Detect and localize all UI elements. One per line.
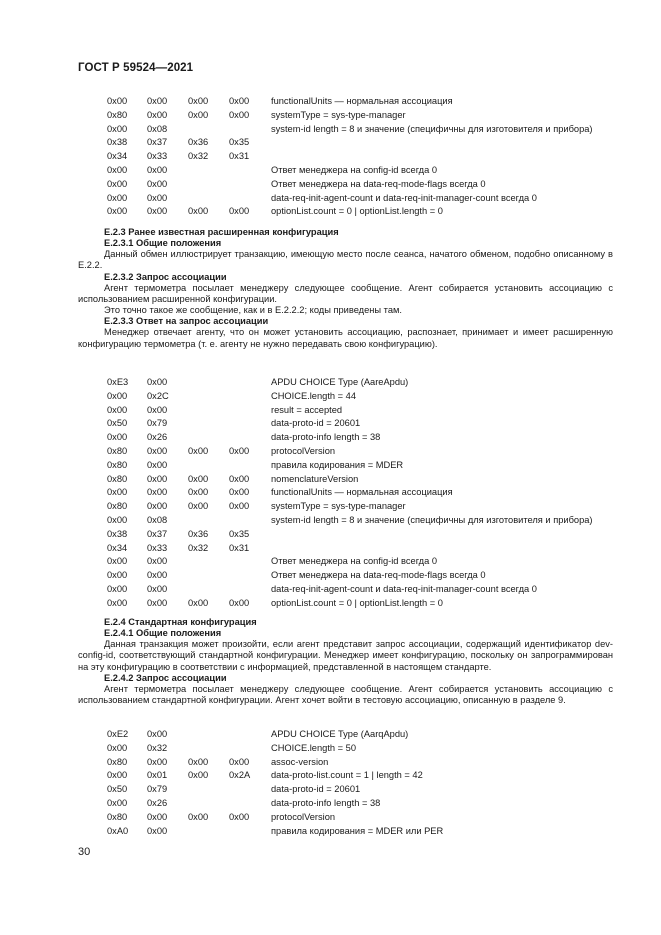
hex-byte: 0x00	[229, 96, 250, 106]
hex-byte: 0x00	[147, 729, 168, 739]
hex-byte: 0x00	[147, 164, 168, 175]
hex-byte: 0x00	[107, 178, 128, 189]
hex-byte: 0x26	[147, 432, 168, 443]
section-e23	[78, 227, 613, 350]
section-e231-text: Данный обмен иллюстрирует транзакцию, имеющую место после сеанса, начатого обменом, подобно описанному в Е.2.2.	[78, 249, 613, 271]
hex-byte: 0x00	[147, 756, 168, 767]
hex-byte: 0xE3	[107, 377, 129, 387]
section-e241-text: Данная транзакция может произойти, если агент представит запрос ассоциации, содержащий идентификатор dev-config-id, соответствующий стандартной конфигурации. Менеджер имеет конфигурацию, поскольку он запрограммирован на эту конфигурацию в соответствии с информацией, представленной в настоящем стандарте.	[78, 639, 613, 672]
hex-byte: 0x37	[147, 137, 168, 148]
field-description: data-proto-info length = 38	[271, 797, 381, 808]
hex-byte: 0x00	[188, 811, 209, 822]
document-header: ГОСТ Р 59524—2021	[78, 62, 194, 74]
table-row	[0, 418, 661, 432]
table-row	[0, 487, 661, 501]
table-row	[0, 515, 661, 529]
hex-byte: 0x00	[188, 770, 209, 781]
table-row	[0, 798, 661, 812]
field-description: Ответ менеджера на data-req-mode-flags всегда 0	[271, 570, 486, 581]
hex-byte: 0x00	[188, 206, 209, 217]
hex-byte: 0x00	[147, 404, 168, 415]
table-row	[0, 391, 661, 405]
table-row	[0, 446, 661, 460]
field-description: functionalUnits — нормальная ассоциация	[271, 487, 453, 498]
hex-byte: 0x00	[107, 432, 128, 443]
hex-byte: 0x32	[188, 542, 209, 553]
field-description: system-id length = 8 и значение (специфичны для изготовителя и прибора)	[271, 123, 593, 134]
hex-byte: 0x2A	[229, 770, 251, 781]
table-row	[0, 165, 661, 179]
hex-byte: 0x01	[147, 770, 168, 781]
hex-byte: 0x00	[147, 206, 168, 217]
hex-byte: 0x00	[107, 514, 128, 525]
hex-byte: 0x00	[188, 473, 209, 484]
table-row	[0, 770, 661, 784]
table-row	[0, 137, 661, 151]
hex-byte: 0x00	[229, 487, 250, 498]
field-description: Ответ менеджера на config-id всегда 0	[271, 556, 438, 567]
section-e242-text: Агент термометра посылает менеджеру следующее сообщение. Агент собирается установить ассоциацию с использованием стандартной конфигурации. Агент хочет войти в тестовую ассоциацию, описанную в разделе 9.	[78, 683, 613, 706]
hex-byte: 0x08	[147, 514, 168, 525]
hex-byte: 0x80	[107, 473, 128, 484]
hex-byte: 0x80	[107, 109, 128, 120]
hex-byte: 0x08	[147, 123, 168, 134]
table-row	[0, 124, 661, 138]
table-row	[0, 501, 661, 515]
field-description: правила кодирования = MDER	[271, 459, 404, 470]
hex-byte: 0x2C	[147, 390, 169, 401]
table-row	[0, 826, 661, 840]
hex-byte: 0x00	[107, 192, 128, 203]
field-description: systemType = sys-type-manager	[271, 501, 406, 512]
section-e241-title: Е.2.4.1 Общие положения	[104, 628, 222, 639]
hex-byte: 0x37	[147, 528, 168, 539]
field-description: nomenclatureVersion	[271, 473, 359, 484]
field-description: data-req-init-agent-count и data-req-init-manager-count всегда 0	[271, 583, 537, 594]
hex-byte: 0x00	[107, 597, 128, 608]
table-row	[0, 377, 661, 391]
section-e23-title: Е.2.3 Ранее известная расширенная конфигурация	[104, 227, 339, 237]
table-row	[0, 96, 661, 110]
hex-byte: 0x00	[147, 811, 168, 822]
table-row	[0, 812, 661, 826]
section-e232-text-2: Это точно такое же сообщение, как и в Е.2.2.2; коды приведены там.	[104, 305, 402, 316]
field-description: data-proto-list.count = 1 | length = 42	[271, 770, 423, 781]
field-description: Ответ менеджера на config-id всегда 0	[271, 164, 438, 175]
table-row	[0, 405, 661, 419]
hex-byte: 0x31	[229, 151, 250, 162]
field-description: optionList.count = 0 | optionList.length = 0	[271, 206, 443, 217]
section-e232-text-1: Агент термометра посылает менеджеру следующее сообщение. Агент собирается установить ассоциацию с использованием расширенной конфигурации.	[78, 282, 613, 304]
hex-table-3	[0, 729, 661, 839]
hex-byte: 0x50	[107, 784, 128, 795]
hex-byte: 0x79	[147, 784, 168, 795]
field-description: APDU CHOICE Type (AarqApdu)	[271, 729, 409, 739]
hex-byte: 0x00	[147, 597, 168, 608]
hex-byte: 0x00	[147, 583, 168, 594]
hex-byte: 0x00	[188, 487, 209, 498]
hex-byte: 0x00	[107, 556, 128, 567]
hex-byte: 0x80	[107, 459, 128, 470]
hex-byte: 0x00	[147, 96, 168, 106]
hex-byte: 0x26	[147, 797, 168, 808]
section-e231-title: Е.2.3.1 Общие положения	[104, 238, 222, 249]
hex-byte: 0x00	[229, 501, 250, 512]
hex-byte: 0x80	[107, 811, 128, 822]
table-row	[0, 193, 661, 207]
section-e242-title: Е.2.4.2 Запрос ассоциации	[104, 672, 227, 683]
hex-byte: 0x00	[107, 570, 128, 581]
hex-byte: 0x00	[147, 501, 168, 512]
field-description: optionList.count = 0 | optionList.length = 0	[271, 597, 443, 608]
table-row	[0, 151, 661, 165]
page-number: 30	[78, 846, 91, 858]
field-description: CHOICE.length = 50	[271, 742, 357, 753]
field-description: protocolVersion	[271, 445, 336, 456]
field-description: правила кодирования = MDER или PER	[271, 825, 444, 836]
field-description: result = accepted	[271, 404, 343, 415]
hex-byte: 0x00	[229, 811, 250, 822]
hex-byte: 0x00	[147, 178, 168, 189]
field-description: functionalUnits — нормальная ассоциация	[271, 96, 453, 106]
table-row	[0, 556, 661, 570]
hex-byte: 0x00	[147, 445, 168, 456]
hex-byte: 0x32	[188, 151, 209, 162]
hex-byte: 0x00	[229, 445, 250, 456]
field-description: data-proto-id = 20601	[271, 418, 361, 429]
hex-byte: 0x80	[107, 445, 128, 456]
section-e233-title: Е.2.3.3 Ответ на запрос ассоциации	[104, 316, 269, 327]
table-row	[0, 757, 661, 771]
hex-byte: 0x00	[107, 583, 128, 594]
table-row	[0, 584, 661, 598]
hex-byte: 0x00	[147, 109, 168, 120]
hex-byte: 0x00	[107, 742, 128, 753]
field-description: system-id length = 8 и значение (специфичны для изготовителя и прибора)	[271, 514, 593, 525]
hex-byte: 0x00	[188, 445, 209, 456]
hex-byte: 0x00	[147, 459, 168, 470]
hex-byte: 0x34	[107, 542, 128, 553]
hex-byte: 0x00	[188, 96, 209, 106]
hex-byte: 0x00	[107, 96, 128, 106]
hex-byte: 0x50	[107, 418, 128, 429]
table-row	[0, 784, 661, 798]
hex-byte: 0x00	[188, 597, 209, 608]
hex-byte: 0x80	[107, 756, 128, 767]
hex-byte: 0x00	[188, 756, 209, 767]
hex-byte: 0xE2	[107, 729, 129, 739]
hex-byte: 0x00	[107, 123, 128, 134]
hex-byte: 0x00	[188, 501, 209, 512]
table-row	[0, 206, 661, 220]
table-row	[0, 179, 661, 193]
hex-byte: 0x00	[107, 487, 128, 498]
hex-byte: 0x35	[229, 528, 250, 539]
hex-byte: 0x35	[229, 137, 250, 148]
table-row	[0, 110, 661, 124]
hex-byte: 0x00	[229, 206, 250, 217]
field-description: data-proto-info length = 38	[271, 432, 381, 443]
table-row	[0, 529, 661, 543]
field-description: assoc-version	[271, 756, 329, 767]
hex-byte: 0x00	[147, 825, 168, 836]
table-row	[0, 474, 661, 488]
section-e24-title: Е.2.4 Стандартная конфигурация	[104, 617, 257, 627]
hex-byte: 0x00	[107, 404, 128, 415]
hex-byte: 0x00	[107, 206, 128, 217]
hex-byte: 0x00	[147, 556, 168, 567]
table-row	[0, 570, 661, 584]
hex-byte: 0x36	[188, 528, 209, 539]
hex-byte: 0x38	[107, 137, 128, 148]
hex-byte: 0x00	[147, 473, 168, 484]
table-row	[0, 460, 661, 474]
hex-byte: 0x00	[229, 756, 250, 767]
field-description: systemType = sys-type-manager	[271, 109, 406, 120]
table-row	[0, 598, 661, 612]
field-description: protocolVersion	[271, 811, 336, 822]
hex-table-1	[0, 96, 661, 220]
table-row	[0, 743, 661, 757]
table-row	[0, 543, 661, 557]
section-e233-text: Менеджер отвечает агенту, что он может установить ассоциацию, распознает, принимает и имеет расширенную конфигурацию термометра (т. е. агенту не нужно передавать свою конфигурацию).	[78, 327, 613, 349]
hex-byte: 0x00	[188, 109, 209, 120]
hex-byte: 0x00	[147, 377, 168, 387]
field-description: Ответ менеджера на data-req-mode-flags всегда 0	[271, 178, 486, 189]
hex-table-2	[0, 377, 661, 612]
hex-byte: 0x00	[229, 109, 250, 120]
field-description: data-req-init-agent-count и data-req-init-manager-count всегда 0	[271, 192, 537, 203]
hex-byte: 0x00	[147, 487, 168, 498]
hex-byte: 0x00	[107, 390, 128, 401]
section-e232-title: Е.2.3.2 Запрос ассоциации	[104, 271, 227, 282]
hex-byte: 0x38	[107, 528, 128, 539]
field-description: data-proto-id = 20601	[271, 784, 361, 795]
hex-byte: 0x00	[147, 192, 168, 203]
hex-byte: 0x31	[229, 542, 250, 553]
hex-byte: 0x80	[107, 501, 128, 512]
hex-byte: 0x00	[229, 597, 250, 608]
hex-byte: 0x00	[147, 570, 168, 581]
hex-byte: 0x36	[188, 137, 209, 148]
hex-byte: 0x79	[147, 418, 168, 429]
hex-byte: 0x00	[107, 770, 128, 781]
hex-byte: 0x00	[107, 797, 128, 808]
hex-byte: 0x32	[147, 742, 168, 753]
section-e24	[78, 617, 613, 706]
hex-byte: 0x33	[147, 542, 168, 553]
table-row	[0, 432, 661, 446]
hex-byte: 0x33	[147, 151, 168, 162]
hex-byte: 0x00	[107, 164, 128, 175]
hex-byte: 0x34	[107, 151, 128, 162]
field-description: APDU CHOICE Type (AareApdu)	[271, 377, 409, 387]
hex-byte: 0xA0	[107, 825, 129, 836]
hex-byte: 0x00	[229, 473, 250, 484]
field-description: CHOICE.length = 44	[271, 390, 357, 401]
table-row	[0, 729, 661, 743]
